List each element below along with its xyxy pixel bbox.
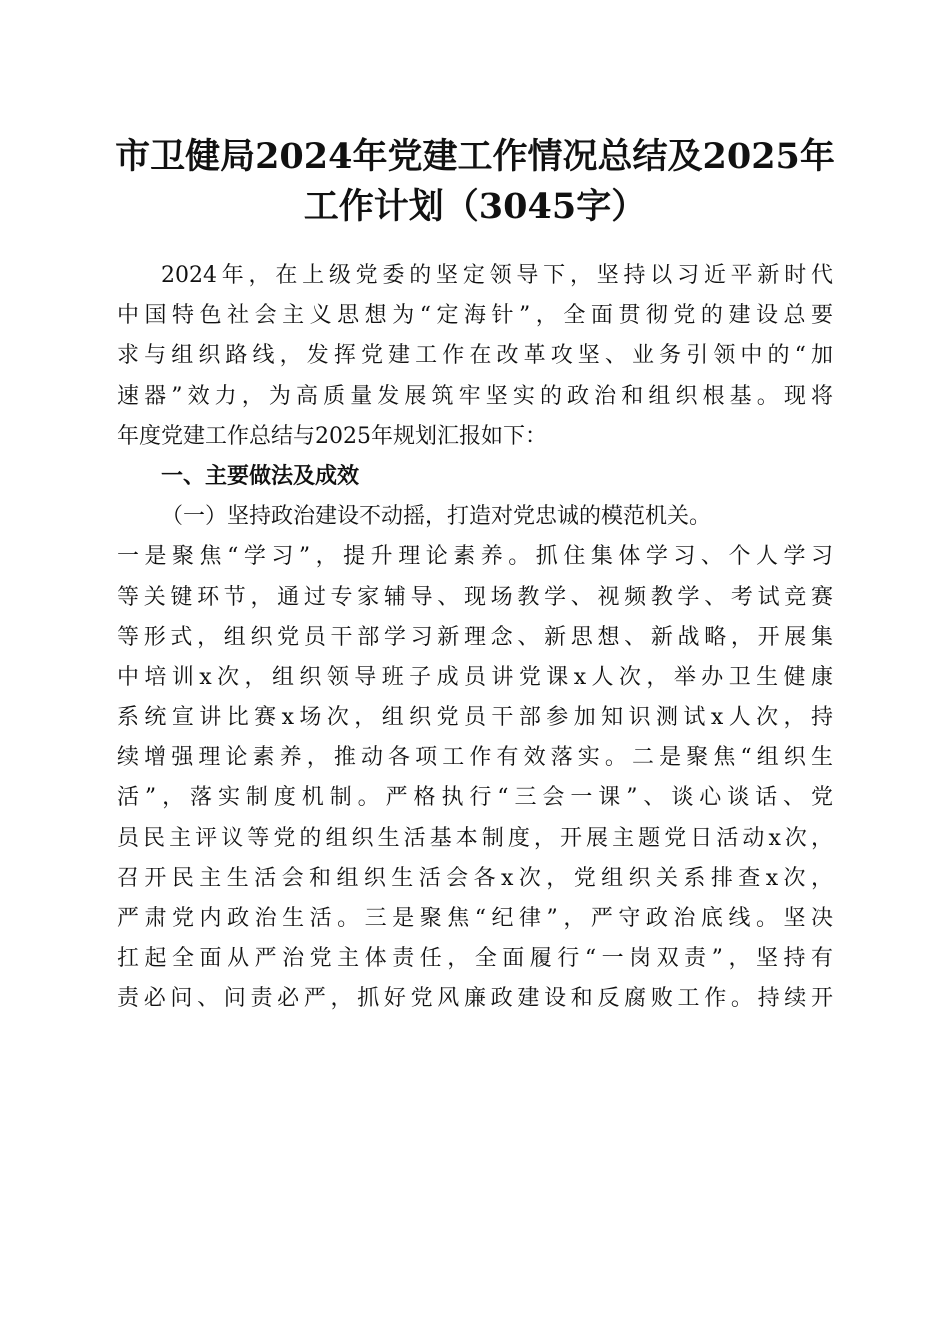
paragraph-line: 员民主评议等党的组织生活基本制度，开展主题党日活动x次，	[117, 825, 833, 851]
paragraph-line: 求与组织路线，发挥党建工作在改革攻坚、业务引领中的“加	[117, 343, 833, 369]
paragraph-line: 严肃党内政治生活。三是聚焦“纪律”，严守政治底线。坚决	[117, 906, 833, 931]
paragraph-line: 等形式，组织党员干部学习新理念、新思想、新战略，开展集	[117, 624, 833, 650]
paragraph-line: 系统宣讲比赛x场次，组织党员干部参加知识测试x人次，持	[117, 705, 833, 731]
paragraph-line: 召开民主生活会和组织生活会各x次，党组织关系排查x次，	[117, 865, 833, 891]
section-heading: 一、主要做法及成效	[161, 463, 360, 489]
paragraph-line: 等关键环节，通过专家辅导、现场教学、视频教学、考试竞赛	[117, 584, 833, 610]
document-title	[100, 132, 850, 232]
paragraph-line: 一是聚焦“学习”，提升理论素养。抓住集体学习、个人学习	[117, 544, 833, 570]
title-line-1: 市卫健局2024年党建工作情况总结及2025年	[115, 136, 835, 177]
title-line-2: 工作计划（3045字）	[303, 186, 647, 227]
paragraph-line: 责必问、问责必严，抓好党风廉政建设和反腐败工作。持续开	[117, 986, 833, 1012]
paragraph-line: 活”，落实制度机制。严格执行“三会一课”、谈心谈话、党	[117, 785, 833, 811]
paragraph-line: 年度党建工作总结与2025年规划汇报如下：	[117, 423, 547, 449]
paragraph-line: 中培训x次，组织领导班子成员讲党课x人次，举办卫生健康	[117, 664, 833, 690]
paragraph-line: 2024年，在上级党委的坚定领导下，坚持以习近平新时代	[161, 263, 833, 288]
paragraph-line: 扛起全面从严治党主体责任，全面履行“一岗双责”，坚持有	[117, 946, 833, 972]
paragraph-line: 续增强理论素养，推动各项工作有效落实。二是聚焦“组织生	[117, 745, 833, 771]
document-body	[117, 256, 833, 1020]
subsection-heading: （一）坚持政治建设不动摇，打造对党忠诚的模范机关。	[161, 504, 712, 530]
paragraph-line: 中国特色社会主义思想为“定海针”，全面贯彻党的建设总要	[117, 303, 833, 329]
paragraph-line: 速器”效力，为高质量发展筑牢坚实的政治和组织根基。现将	[117, 383, 833, 409]
